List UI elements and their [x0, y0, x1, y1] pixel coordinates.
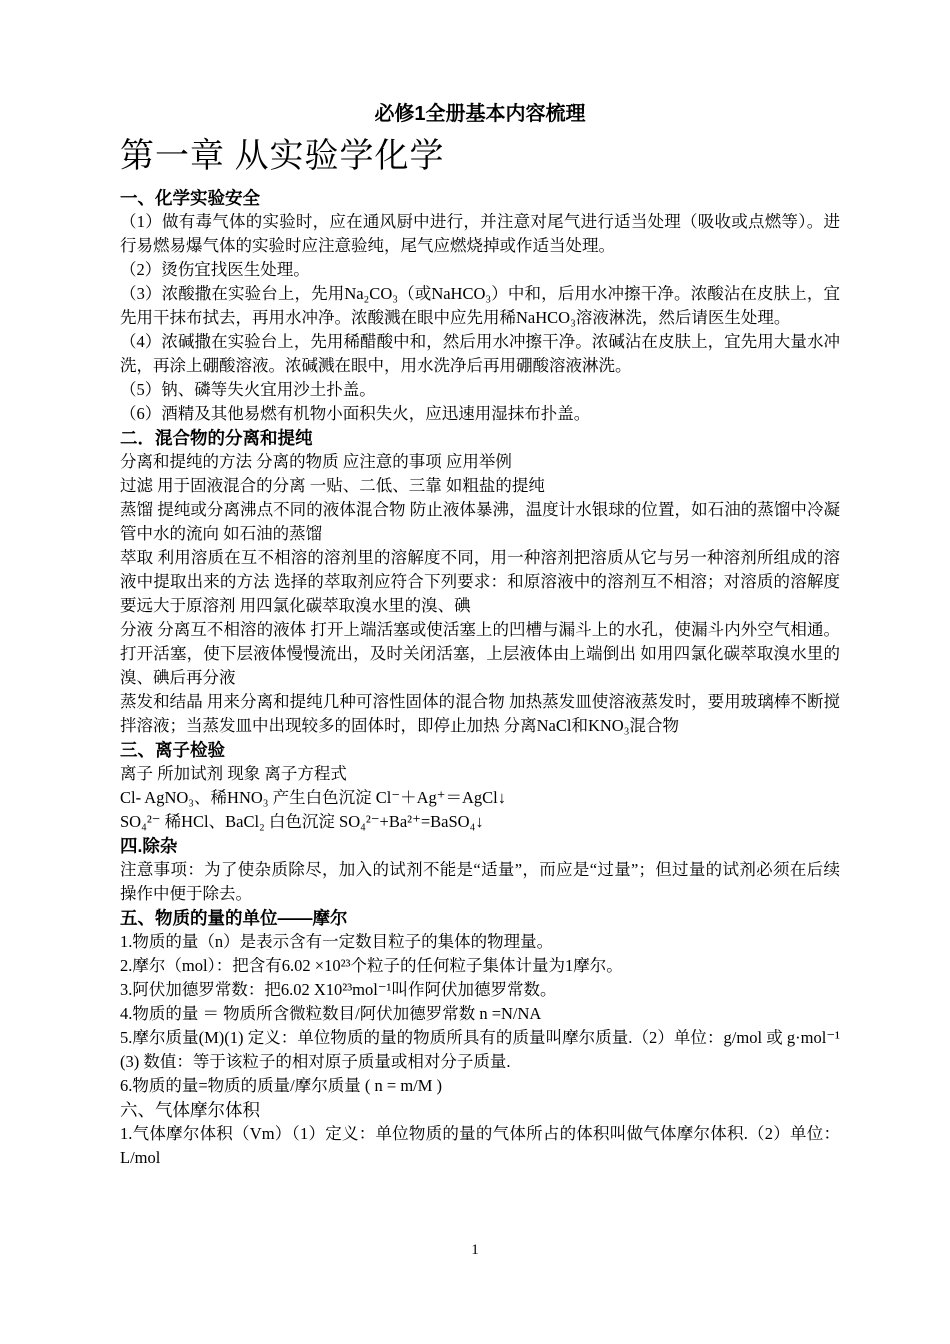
paragraph: Cl- AgNO₃、稀HNO₃ 产生白色沉淀 Cl⁻＋Ag⁺＝AgCl↓ [120, 788, 506, 807]
paragraph: （3）浓酸撒在实验台上，先用Na₂CO₃（或NaHCO₃）中和，后用水冲擦干净。浓酸沾在皮肤上，宜先用干抹布拭去，再用水冲净。浓酸溅在眼中应先用稀NaHCO₃溶液淋洗，然后请医生处理。 [120, 284, 840, 327]
paragraph: 4.物质的量 ＝ 物质所含微粒数目/阿伏加德罗常数 n =N/NA [120, 1004, 542, 1023]
paragraph: 过滤 用于固液混合的分离 一贴、二低、三靠 如粗盐的提纯 [120, 476, 545, 495]
section-heading-impurity-removal: 四.除杂 [120, 836, 178, 856]
paragraph: （2）烫伤宜找医生处理。 [120, 260, 310, 279]
paragraph: 3.阿伏加德罗常数：把6.02 X10²³mol⁻¹叫作阿伏加德罗常数。 [120, 980, 557, 999]
paragraph: 注意事项：为了使杂质除尽，加入的试剂不能是“适量”，而应是“过量”；但过量的试剂必须在后续操作中便于除去。 [120, 860, 840, 903]
paragraph: 分液 分离互不相溶的液体 打开上端活塞或使活塞上的凹槽与漏斗上的水孔，使漏斗内外空气相通。打开活塞，使下层液体慢慢流出，及时关闭活塞，上层液体由上端倒出 如用四氯化碳萃取溴水里的溴、碘后再分液 [120, 620, 840, 687]
chapter-heading: 第一章 从实验学化学 [120, 138, 445, 175]
page-number: 1 [471, 1242, 479, 1258]
paragraph: 分离和提纯的方法 分离的物质 应注意的事项 应用举例 [120, 452, 512, 471]
paragraph: SO₄²⁻ 稀HCl、BaCl₂ 白色沉淀 SO₄²⁻+Ba²⁺=BaSO₄↓ [120, 812, 484, 831]
section-heading-mole-unit: 五、物质的量的单位——摩尔 [120, 908, 348, 928]
section-heading-separation-purification: 二．混合物的分离和提纯 [120, 428, 313, 448]
section-heading-lab-safety: 一、化学实验安全 [120, 188, 260, 208]
paragraph: 离子 所加试剂 现象 离子方程式 [120, 764, 347, 783]
paragraph: 1.物质的量（n）是表示含有一定数目粒子的集体的物理量。 [120, 932, 554, 951]
section-heading-gas-molar-volume: 六、气体摩尔体积 [120, 1100, 260, 1120]
paragraph: （1）做有毒气体的实验时，应在通风厨中进行，并注意对尾气进行适当处理（吸收或点燃等）。进行易燃易爆气体的实验时应注意验纯，尾气应燃烧掉或作适当处理。 [120, 212, 840, 255]
paragraph: 蒸馏 提纯或分离沸点不同的液体混合物 防止液体暴沸，温度计水银球的位置，如石油的蒸馏中冷凝管中水的流向 如石油的蒸馏 [120, 500, 840, 543]
paragraph: （4）浓碱撒在实验台上，先用稀醋酸中和，然后用水冲擦干净。浓碱沾在皮肤上，宜先用大量水冲洗，再涂上硼酸溶液。浓碱溅在眼中，用水洗净后再用硼酸溶液淋洗。 [120, 332, 840, 375]
paragraph: 5.摩尔质量(M)(1) 定义：单位物质的量的物质所具有的质量叫摩尔质量.（2）单位：g/mol 或 g·mol⁻¹(3) 数值：等于该粒子的相对原子质量或相对分子质量. [120, 1028, 840, 1071]
doc-title: 必修1全册基本内容梳理 [374, 103, 586, 125]
paragraph: （6）酒精及其他易燃有机物小面积失火，应迅速用湿抹布扑盖。 [120, 404, 591, 423]
paragraph: （5）钠、磷等失火宜用沙土扑盖。 [120, 380, 376, 399]
paragraph: 蒸发和结晶 用来分离和提纯几种可溶性固体的混合物 加热蒸发皿使溶液蒸发时，要用玻璃棒不断搅拌溶液；当蒸发皿中出现较多的固体时，即停止加热 分离NaCl和KNO₃混合物 [120, 692, 840, 735]
paragraph: 6.物质的量=物质的质量/摩尔质量 ( n = m/M ) [120, 1076, 443, 1095]
paragraph: 萃取 利用溶质在互不相溶的溶剂里的溶解度不同，用一种溶剂把溶质从它与另一种溶剂所组成的溶液中提取出来的方法 选择的萃取剂应符合下列要求：和原溶液中的溶剂互不相溶；对溶质的溶解度要远大于原溶剂 用四氯化碳萃取溴水里的溴、碘 [120, 548, 840, 615]
section-heading-ion-test: 三、离子检验 [120, 740, 225, 760]
paragraph: 2.摩尔（mol）：把含有6.02 ×10²³个粒子的任何粒子集体计量为1摩尔。 [120, 956, 623, 975]
paragraph: 1.气体摩尔体积（Vm）（1）定义：单位物质的量的气体所占的体积叫做气体摩尔体积.（2）单位：L/mol [120, 1124, 840, 1167]
